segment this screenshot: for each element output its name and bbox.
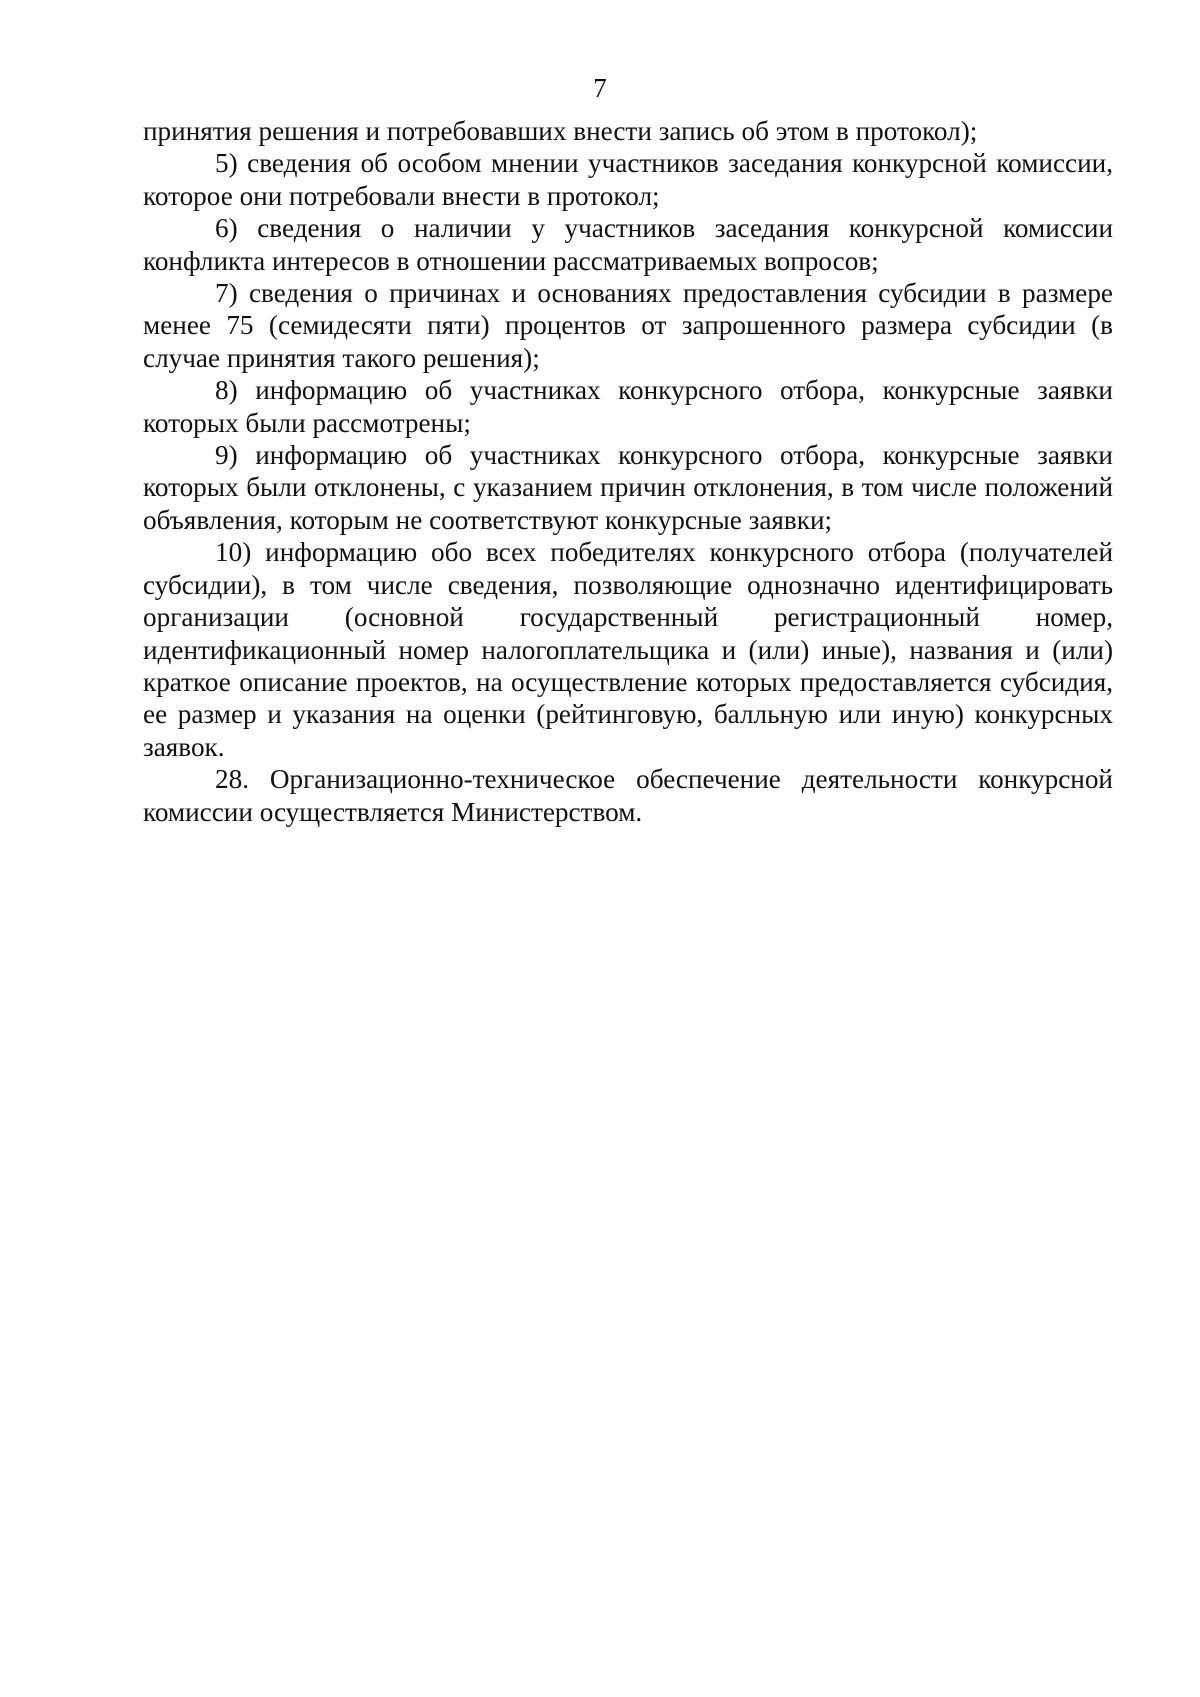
- paragraph-clause-28: 28. Организационно-техническое обеспечение деятельности конкурсной комиссии осуществляется Министерством.: [143, 764, 1113, 827]
- page-number: 7: [593, 73, 607, 103]
- document-body: [143, 115, 1113, 828]
- paragraph-continuation: принятия решения и потребовавших внести запись об этом в протокол);: [143, 116, 978, 146]
- paragraph-item-8: 8) информацию об участниках конкурсного отбора, конкурсные заявки которых были рассмотрены;: [143, 375, 1113, 438]
- paragraph-item-6: 6) сведения о наличии у участников заседания конкурсной комиссии конфликта интересов в отношении рассматриваемых вопросов;: [143, 213, 1113, 276]
- paragraph-item-7: 7) сведения о причинах и основаниях предоставления субсидии в размере менее 75 (семидесяти пяти) процентов от запрошенного размера субсидии (в случае принятия такого решения);: [143, 278, 1113, 373]
- paragraph-item-10: 10) информацию обо всех победителях конкурсного отбора (получателей субсидии), в том числе сведения, позволяющие однозначно идентифицировать организации (основной государственный регистрационный номер, идентификационный номер налогоплательщика и (или) иные), названия и (или) краткое описание проектов, на осуществление которых предоставляется субсидия, ее размер и указания на оценки (рейтинговую, балльную или иную) конкурсных заявок.: [143, 537, 1113, 762]
- paragraph-item-5: 5) сведения об особом мнении участников заседания конкурсной комиссии, которое они потребовали внести в протокол;: [143, 148, 1113, 211]
- paragraph-item-9: 9) информацию об участниках конкурсного отбора, конкурсные заявки которых были отклонены, с указанием причин отклонения, в том числе положений объявления, которым не соответствуют конкурсные заявки;: [143, 440, 1113, 535]
